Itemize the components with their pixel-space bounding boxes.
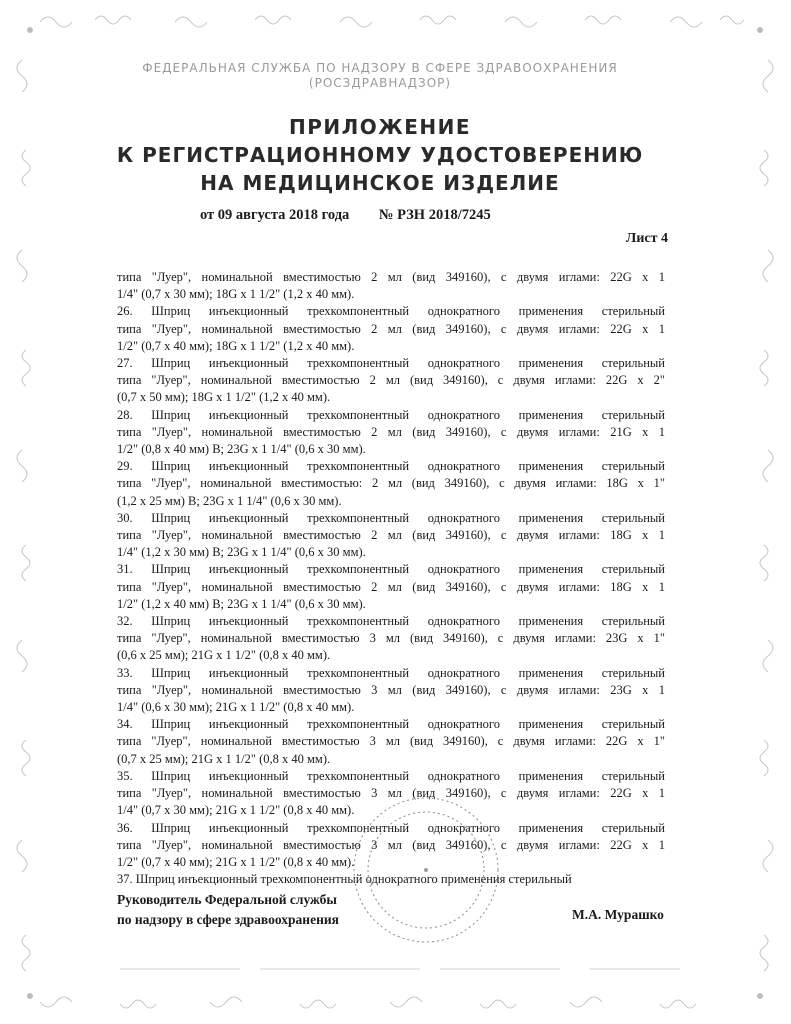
body-line: 37. Шприц инъекционный трехкомпонентный однократного применения стерильный: [117, 872, 572, 887]
document-heading: [90, 113, 670, 197]
body-line: 1/2" (0,7 x 40 мм); 21G x 1 1/2" (0,8 x 40 мм).: [117, 854, 355, 869]
registration-number: № РЗН 2018/7245: [378, 207, 491, 223]
body-line: (0,7 x 25 мм); 21G x 1 1/2" (0,8 x 40 мм).: [117, 751, 331, 766]
signatory-title-line-1: Руководитель Федеральной службы: [117, 892, 337, 907]
body-line: (0,7 x 50 мм); 18G x 1 1/2" (1,2 x 40 мм).: [117, 390, 331, 405]
body-line: 28. Шприц инъекционный трехкомпонентный однократного применения стерильный: [117, 407, 665, 422]
heading-line-1: ПРИЛОЖЕНИЕ: [288, 115, 472, 139]
body-line: типа "Луер", номинальной вместимостью 2 мл (вид 349160), с двумя иглами: 22G x 1: [117, 321, 665, 336]
body-line: 1/2" (0,7 x 40 мм); 18G x 1 1/2" (1,2 x 40 мм).: [117, 338, 355, 353]
body-line: типа "Луер", номинальной вместимостью 3 мл (вид 349160), с двумя иглами: 22G x 1": [117, 734, 665, 749]
body-line: 1/4" (1,2 x 30 мм) B; 23G x 1 1/4" (0,6 x 30 мм).: [117, 545, 366, 560]
agency-header: [120, 61, 640, 91]
body-line: 33. Шприц инъекционный трехкомпонентный однократного применения стерильный: [117, 665, 665, 680]
body-line: 30. Шприц инъекционный трехкомпонентный однократного применения стерильный: [117, 510, 665, 525]
body-line: 26. Шприц инъекционный трехкомпонентный однократного применения стерильный: [117, 304, 665, 319]
body-line: 31. Шприц инъекционный трехкомпонентный однократного применения стерильный: [117, 562, 665, 577]
body-line: типа "Луер", номинальной вместимостью: 2 мл (вид 349160), с двумя иглами: 18G x 1": [117, 476, 665, 491]
footer-faint-print: [120, 962, 680, 976]
body-line: 35. Шприц инъекционный трехкомпонентный однократного применения стерильный: [117, 768, 665, 783]
body-line: типа "Луер", номинальной вместимостью 2 мл (вид 349160), с двумя иглами: 18G x 1: [117, 579, 665, 594]
body-line: типа "Луер", номинальной вместимостью 2 мл (вид 349160), с двумя иглами: 18G x 1: [117, 528, 665, 543]
sheet-number: Лист 4: [625, 231, 668, 246]
body-line: 1/4" (0,7 x 30 мм); 21G x 1 1/2" (0,8 x 40 мм).: [117, 803, 355, 818]
agency-name: ФЕДЕРАЛЬНАЯ СЛУЖБА ПО НАДЗОРУ В СФЕРЕ ЗДРАВООХРАНЕНИЯ: [142, 61, 618, 75]
signatory-title-line-2: по надзору в сфере здравоохранения: [117, 912, 339, 927]
body-line: 34. Шприц инъекционный трехкомпонентный однократного применения стерильный: [117, 717, 665, 732]
body-line: 1/2" (0,8 x 40 мм) B; 23G x 1 1/4" (0,6 x 30 мм).: [117, 442, 366, 457]
body-line: 29. Шприц инъекционный трехкомпонентный однократного применения стерильный: [117, 459, 665, 474]
signatory-title: [117, 890, 417, 930]
body-line: типа "Луер", номинальной вместимостью 3 мл (вид 349160), с двумя иглами: 23G x 1: [117, 682, 665, 697]
body-line: 32. Шприц инъекционный трехкомпонентный однократного применения стерильный: [117, 614, 665, 629]
body-line: (0,6 x 25 мм); 21G x 1 1/2" (0,8 x 40 мм).: [117, 648, 331, 663]
body-line: типа "Луер", номинальной вместимостью 3 мл (вид 349160), с двумя иглами: 23G x 1": [117, 631, 665, 646]
body-line: типа "Луер", номинальной вместимостью 3 мл (вид 349160), с двумя иглами: 22G x 1: [117, 837, 665, 852]
body-line: (1,2 x 25 мм) B; 23G x 1 1/4" (0,6 x 30 мм).: [117, 493, 342, 508]
heading-line-2: К РЕГИСТРАЦИОННОМУ УДОСТОВЕРЕНИЮ: [116, 143, 644, 167]
body-line: 27. Шприц инъекционный трехкомпонентный однократного применения стерильный: [117, 356, 665, 371]
body-line: типа "Луер", номинальной вместимостью 2 мл (вид 349160), с двумя иглами: 22G x 2": [117, 373, 665, 388]
body-line: типа "Луер", номинальной вместимостью 2 мл (вид 349160), с двумя иглами: 22G x 1: [117, 270, 665, 284]
body-line: типа "Луер", номинальной вместимостью 3 мл (вид 349160), с двумя иглами: 22G x 1: [117, 786, 665, 801]
body-line: 36. Шприц инъекционный трехкомпонентный однократного применения стерильный: [117, 820, 665, 835]
agency-abbr: (РОСЗДРАВНАДЗОР): [308, 76, 452, 90]
body-line: 1/4" (0,6 x 30 мм); 21G x 1 1/2" (0,8 x 40 мм).: [117, 700, 355, 715]
heading-line-3: НА МЕДИЦИНСКОЕ ИЗДЕЛИЕ: [200, 171, 560, 195]
dateline: [200, 207, 620, 224]
body-line: типа "Луер", номинальной вместимостью 2 мл (вид 349160), с двумя иглами: 21G x 1: [117, 424, 665, 439]
body-line: 1/2" (1,2 x 40 мм) B; 23G x 1 1/4" (0,6 x 30 мм).: [117, 596, 366, 611]
issue-date: от 09 августа 2018 года: [200, 207, 350, 223]
body-line: 1/4" (0,7 x 30 мм); 18G x 1 1/2" (1,2 x 40 мм).: [117, 287, 355, 302]
signatory-name: М.А. Мурашко: [572, 907, 664, 922]
